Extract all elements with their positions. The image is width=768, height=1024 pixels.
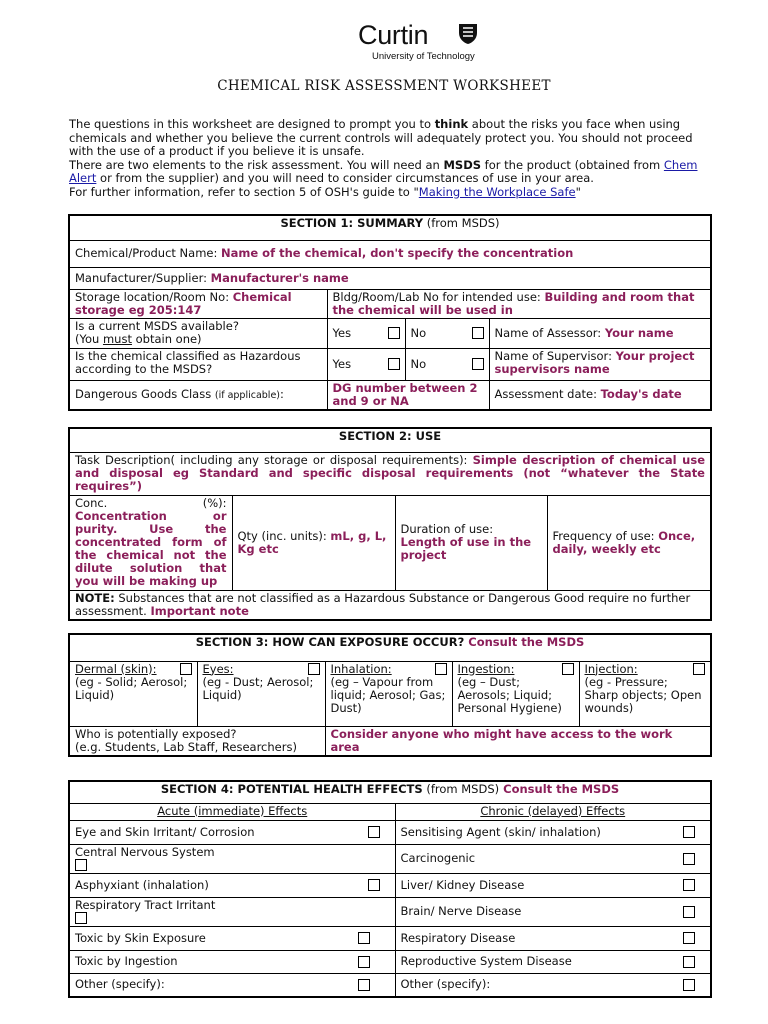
haz-yes-label: Yes bbox=[332, 356, 352, 371]
inhalation-checkbox[interactable] bbox=[435, 663, 447, 675]
intro-paragraph-1: The questions in this worksheet are designed to prompt you to think about the risks you face when using chemicals and whether you believe the current controls will adequately protect you. You should not proceed with the use of a product if you believe it is unsafe. bbox=[69, 117, 693, 158]
acute-effect-checkbox[interactable] bbox=[358, 979, 370, 991]
manufacturer-row[interactable]: Manufacturer/Supplier: Manufacturer's name bbox=[69, 267, 711, 289]
acute-effect-row bbox=[69, 897, 395, 926]
msds-no-checkbox[interactable] bbox=[472, 327, 484, 339]
route-dermal: Dermal (skin): (eg - Solid; Aerosol; Liquid) bbox=[69, 661, 197, 726]
task-description-row[interactable]: Task Description( including any storage or disposal requirements): Simple description of chemical use and disposal eg Standard and specific disposal requirements (not “whatever the State requires”) bbox=[69, 452, 711, 495]
haz-no-label: No bbox=[410, 356, 427, 371]
acute-effect-label: Central Nervous System bbox=[75, 844, 215, 859]
section-3-table bbox=[68, 633, 712, 757]
duration-cell[interactable]: Duration of use: Length of use in the project bbox=[395, 495, 547, 590]
acute-header: Acute (immediate) Effects bbox=[69, 803, 395, 820]
chronic-effect-checkbox[interactable] bbox=[683, 906, 695, 918]
chronic-effect-label: Carcinogenic bbox=[400, 851, 476, 865]
chronic-effect-row bbox=[395, 873, 711, 897]
acute-effect-row bbox=[69, 820, 395, 844]
acute-effect-checkbox[interactable] bbox=[358, 932, 370, 944]
acute-effect-row bbox=[69, 950, 395, 973]
section-2-table bbox=[68, 427, 712, 621]
route-eyes: Eyes: (eg - Dust; Aerosol; Liquid) bbox=[197, 661, 325, 726]
acute-effect-checkbox[interactable] bbox=[75, 912, 87, 924]
concentration-cell[interactable]: Conc. (%): Concentration or purity. Use the concentrated form of the chemical not the dilute solution that you will be making up bbox=[69, 495, 232, 590]
note-row: NOTE: Substances that are not classified as a Hazardous Substance or Dangerous Good require no further assessment. Important note bbox=[69, 590, 711, 620]
route-inhalation: Inhalation: (eg – Vapour from liquid; Aerosol; Gas; Dust) bbox=[325, 661, 452, 726]
assessor-cell[interactable]: Name of Assessor: Your name bbox=[489, 318, 711, 348]
quantity-cell[interactable]: Qty (inc. units): mL, g, L, Kg etc bbox=[232, 495, 395, 590]
injection-checkbox[interactable] bbox=[693, 663, 705, 675]
logo-wordmark: Curtin bbox=[358, 20, 429, 50]
section-2-header: SECTION 2: USE bbox=[69, 428, 711, 452]
chronic-effect-label: Respiratory Disease bbox=[400, 930, 516, 945]
acute-effect-label: Toxic by Skin Exposure bbox=[75, 930, 206, 945]
acute-effect-label: Eye and Skin Irritant/ Corrosion bbox=[75, 824, 255, 839]
section-1-header: SECTION 1: SUMMARY (from MSDS) bbox=[69, 215, 711, 240]
acute-effect-checkbox[interactable] bbox=[368, 879, 380, 891]
dg-class-label-cell: Dangerous Goods Class (if applicable): bbox=[69, 380, 327, 410]
chronic-effect-label: Liver/ Kidney Disease bbox=[400, 877, 525, 892]
acute-effect-label: Asphyxiant (inhalation) bbox=[75, 877, 209, 892]
supervisor-cell[interactable]: Name of Supervisor: Your project supervisors name bbox=[489, 348, 711, 380]
dg-class-value-cell[interactable]: DG number between 2 and 9 or NA bbox=[327, 380, 489, 410]
ingestion-checkbox[interactable] bbox=[562, 663, 574, 675]
chronic-effect-checkbox[interactable] bbox=[683, 979, 695, 991]
acute-effect-label: Other (specify): bbox=[75, 977, 165, 992]
chronic-effect-checkbox[interactable] bbox=[683, 879, 695, 891]
section-4-table bbox=[68, 780, 712, 998]
route-injection: Injection: (eg - Pressure; Sharp objects; Open wounds) bbox=[579, 661, 711, 726]
intro-paragraph-2: There are two elements to the risk assessment. You will need an MSDS for the product (obtained from Chem Alert or from the supplier) and you will need to consider circumstances of use in your area. bbox=[69, 157, 698, 185]
dermal-checkbox[interactable] bbox=[180, 663, 192, 675]
curtin-logo bbox=[358, 20, 488, 64]
chronic-effect-label: Brain/ Nerve Disease bbox=[400, 904, 522, 918]
page-title: CHEMICAL RISK ASSESSMENT WORKSHEET bbox=[217, 78, 551, 94]
workplace-safe-link[interactable]: Making the Workplace Safe bbox=[418, 184, 576, 199]
chronic-effect-row bbox=[395, 844, 711, 873]
msds-yes-label: Yes bbox=[332, 325, 352, 340]
frequency-cell[interactable]: Frequency of use: Once, daily, weekly etc bbox=[547, 495, 711, 590]
assessment-date-cell[interactable]: Assessment date: Today's date bbox=[489, 380, 711, 410]
intro-paragraph-3: For further information, refer to section 5 of OSH's guide to "Making the Workplace Safe" bbox=[69, 184, 581, 199]
storage-location-cell[interactable]: Storage location/Room No: Chemical storage eg 205:147 bbox=[69, 289, 327, 318]
intro-text bbox=[69, 118, 714, 199]
acute-effect-label: Respiratory Tract Irritant bbox=[75, 897, 216, 912]
chronic-effect-label: Reproductive System Disease bbox=[400, 954, 572, 968]
bldg-room-cell[interactable]: Bldg/Room/Lab No for intended use: Building and room that the chemical will be used in bbox=[327, 289, 711, 318]
product-name-row[interactable]: Chemical/Product Name: Name of the chemical, don't specify the concentration bbox=[69, 240, 711, 267]
chronic-header: Chronic (delayed) Effects bbox=[395, 803, 711, 820]
hazardous-question-cell: Is the chemical classified as Hazardous according to the MSDS? bbox=[69, 348, 327, 380]
acute-effect-row bbox=[69, 873, 395, 897]
chronic-effect-row bbox=[395, 973, 711, 997]
chronic-effect-checkbox[interactable] bbox=[683, 956, 695, 968]
section-1-table bbox=[68, 214, 712, 411]
route-ingestion: Ingestion: (eg – Dust; Aerosols; Liquid; Personal Hygiene) bbox=[452, 661, 579, 726]
acute-effect-checkbox[interactable] bbox=[368, 826, 380, 838]
chronic-effect-label: Sensitising Agent (skin/ inhalation) bbox=[400, 824, 601, 839]
msds-no-label: No bbox=[410, 325, 427, 340]
haz-no-checkbox[interactable] bbox=[472, 358, 484, 370]
eyes-checkbox[interactable] bbox=[308, 663, 320, 675]
exposed-answer-cell[interactable]: Consider anyone who might have access to the work area bbox=[325, 726, 711, 756]
acute-effect-checkbox[interactable] bbox=[358, 956, 370, 968]
chronic-effect-checkbox[interactable] bbox=[683, 826, 695, 838]
acute-effect-row bbox=[69, 926, 395, 950]
chronic-effect-label: Other (specify): bbox=[400, 977, 491, 992]
msds-yes-checkbox[interactable] bbox=[388, 327, 400, 339]
acute-effect-row bbox=[69, 973, 395, 997]
haz-yes-checkbox[interactable] bbox=[388, 358, 400, 370]
logo-subtitle: University of Technology bbox=[372, 51, 475, 62]
msds-question-cell: Is a current MSDS available? (You must obtain one) bbox=[69, 318, 327, 348]
acute-effect-row bbox=[69, 844, 395, 873]
chronic-effect-row bbox=[395, 950, 711, 973]
acute-effect-checkbox[interactable] bbox=[75, 859, 87, 871]
exposed-question-cell: Who is potentially exposed? (e.g. Students, Lab Staff, Researchers) bbox=[69, 726, 325, 756]
chronic-effect-checkbox[interactable] bbox=[683, 853, 695, 865]
chronic-effect-row bbox=[395, 820, 711, 844]
chronic-effect-row bbox=[395, 897, 711, 926]
acute-effect-label: Toxic by Ingestion bbox=[75, 954, 178, 968]
chronic-effect-checkbox[interactable] bbox=[683, 932, 695, 944]
section-4-header: SECTION 4: POTENTIAL HEALTH EFFECTS (from MSDS) Consult the MSDS bbox=[69, 781, 711, 803]
chem-alert-link[interactable]: Chem Alert bbox=[69, 157, 698, 185]
chronic-effect-row bbox=[395, 926, 711, 950]
shield-icon bbox=[458, 23, 478, 45]
section-3-header: SECTION 3: HOW CAN EXPOSURE OCCUR? Consult the MSDS bbox=[69, 634, 711, 661]
